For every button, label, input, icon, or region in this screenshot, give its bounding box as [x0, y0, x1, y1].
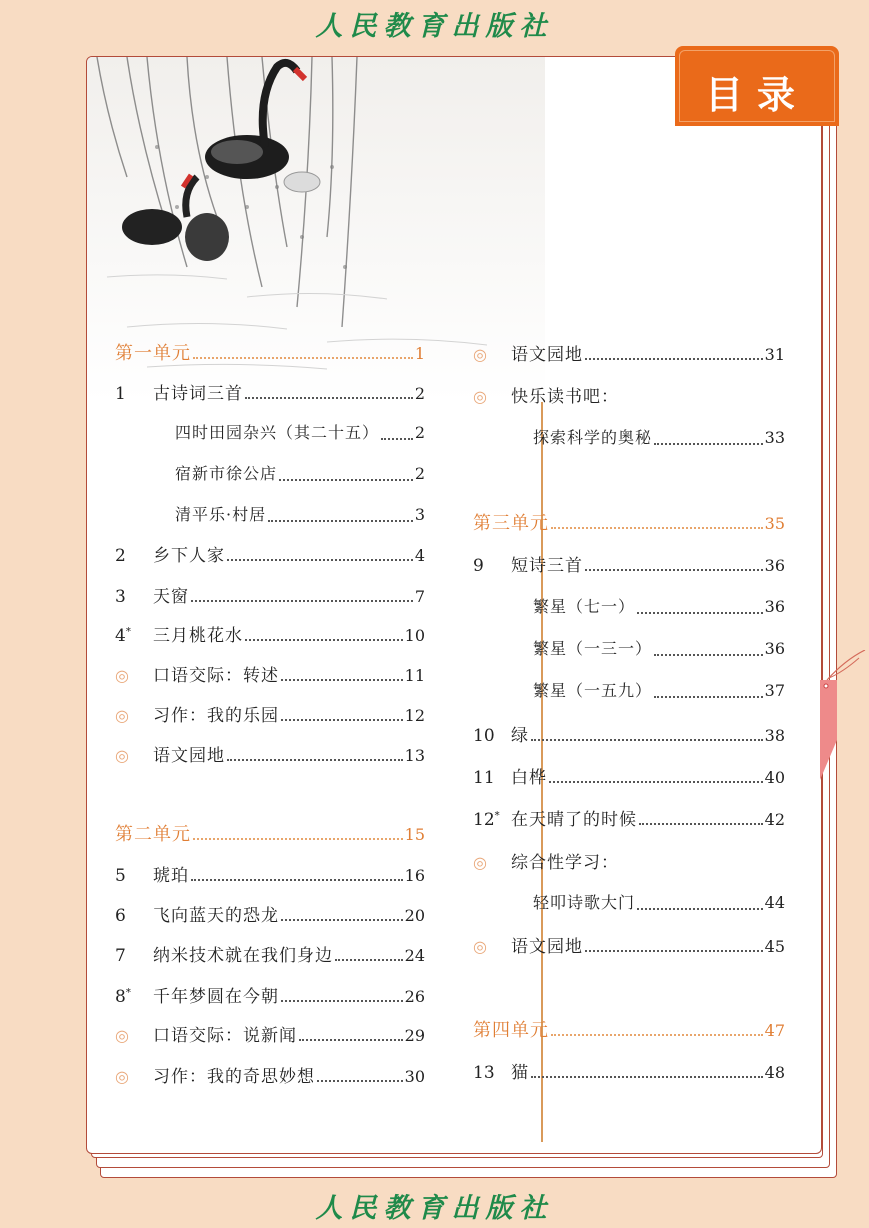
entry-title: 猫 [511, 1063, 529, 1083]
toc-entry[interactable] [115, 741, 425, 771]
lesson-number: 11 [473, 768, 495, 788]
toc-entry[interactable] [115, 379, 425, 409]
entry-title: 综合性学习： [511, 853, 619, 873]
page-number: 10 [404, 626, 425, 645]
dot-leader [585, 569, 763, 571]
bullet-icon: ◎ [115, 1067, 129, 1086]
toc-entry[interactable] [175, 420, 425, 450]
entry-title: 短诗三首 [511, 556, 583, 576]
page-number: 3 [414, 505, 425, 524]
entry-title: 古诗词三首 [153, 384, 243, 404]
dot-leader [549, 781, 763, 783]
entry-title: 琥珀 [153, 866, 189, 886]
entry-title: 快乐读书吧： [511, 387, 619, 407]
toc-entry[interactable] [473, 848, 785, 878]
dot-leader [637, 908, 763, 910]
page-number: 26 [404, 987, 425, 1006]
page-number: 24 [404, 946, 425, 965]
entry-title: 白桦 [511, 768, 547, 788]
page-number: 36 [764, 556, 785, 575]
bookmark-tassel [815, 650, 869, 790]
lesson-number: 10 [473, 726, 495, 746]
entry-title: 繁星（七一） [533, 597, 636, 616]
page-number: 29 [404, 1026, 425, 1045]
entry-title: 语文园地 [511, 937, 583, 957]
toc-entry[interactable] [473, 1058, 785, 1088]
page-number: 37 [764, 681, 785, 700]
entry-title: 探索科学的奥秘 [533, 428, 653, 447]
toc-entry[interactable] [473, 382, 785, 412]
publisher-logo-top: 人民教育出版社 [315, 11, 554, 42]
lesson-number: 9 [473, 556, 484, 576]
lesson-number: 4* [115, 626, 131, 646]
dot-leader [531, 739, 763, 741]
self-study-star: * [494, 810, 500, 822]
lesson-number: 5 [115, 866, 126, 886]
toc-unit-heading[interactable] [473, 509, 785, 539]
self-study-star: * [125, 987, 131, 999]
page-number: 2 [414, 423, 425, 442]
toc-entry[interactable] [115, 941, 425, 971]
lesson-number: 2 [115, 546, 126, 566]
page-number: 30 [404, 1067, 425, 1086]
page-number: 11 [404, 666, 425, 685]
toc-entry[interactable] [533, 678, 785, 708]
dot-leader [191, 879, 403, 881]
page-number: 7 [414, 587, 425, 606]
entry-title: 清平乐·村居 [175, 505, 267, 524]
dot-leader [317, 1080, 403, 1082]
toc-entry[interactable] [115, 982, 425, 1012]
toc-entry[interactable] [473, 551, 785, 581]
toc-unit-heading[interactable] [115, 339, 425, 369]
entry-title: 口语交际：说新闻 [153, 1026, 297, 1046]
unit-title: 第一单元 [115, 343, 191, 364]
page-number: 12 [404, 706, 425, 725]
dot-leader [227, 559, 413, 561]
toc-entry[interactable] [533, 890, 785, 920]
entry-title: 三月桃花水 [153, 626, 243, 646]
entry-title: 繁星（一三一） [533, 639, 653, 658]
dot-leader [585, 358, 763, 360]
page-number: 20 [404, 906, 425, 925]
page-number: 38 [764, 726, 785, 745]
toc-entry[interactable] [533, 425, 785, 455]
toc-entry[interactable] [533, 636, 785, 666]
entry-title: 语文园地 [153, 746, 225, 766]
page-number: 1 [414, 344, 425, 363]
dot-leader [585, 950, 763, 952]
page-number: 44 [764, 893, 785, 912]
toc-unit-heading[interactable] [115, 820, 425, 850]
bullet-icon: ◎ [473, 345, 487, 364]
toc-entry[interactable] [473, 805, 785, 835]
bullet-icon: ◎ [473, 387, 487, 406]
entry-title: 千年梦圆在今朝 [153, 987, 279, 1007]
toc-entry[interactable] [115, 582, 425, 612]
toc-entry[interactable] [473, 721, 785, 751]
bullet-icon: ◎ [115, 706, 129, 725]
lesson-number: 7 [115, 946, 126, 966]
toc-entry[interactable] [115, 621, 425, 651]
dot-leader [639, 823, 763, 825]
dot-leader [281, 919, 403, 921]
entry-title: 繁星（一五九） [533, 681, 653, 700]
toc-entry[interactable] [115, 701, 425, 731]
dot-leader [654, 696, 763, 698]
unit-title: 第二单元 [115, 824, 191, 845]
entry-title: 在天晴了的时候 [511, 810, 637, 830]
entry-title: 天窗 [153, 587, 189, 607]
page-number: 13 [404, 746, 425, 765]
toc-entry[interactable] [115, 1062, 425, 1092]
entry-title: 习作：我的奇思妙想 [153, 1067, 315, 1087]
dot-leader [281, 719, 403, 721]
page-number: 48 [764, 1063, 785, 1082]
page-number: 33 [764, 428, 785, 447]
dot-leader [654, 654, 763, 656]
dot-leader [637, 612, 763, 614]
entry-title: 口语交际：转述 [153, 666, 279, 686]
dot-leader [299, 1039, 403, 1041]
bullet-icon: ◎ [115, 666, 129, 685]
bullet-icon: ◎ [473, 937, 487, 956]
lesson-number: 13 [473, 1063, 495, 1083]
entry-title: 习作：我的乐园 [153, 706, 279, 726]
dot-leader [227, 759, 403, 761]
dot-leader [245, 639, 403, 641]
entry-title: 乡下人家 [153, 546, 225, 566]
toc-entry[interactable] [115, 1021, 425, 1051]
publisher-logo-bottom: 人民教育出版社 [315, 1193, 554, 1224]
toc-entry[interactable] [115, 661, 425, 691]
entry-title: 飞向蓝天的恐龙 [153, 906, 279, 926]
page-number: 4 [414, 546, 425, 565]
dot-leader [281, 679, 403, 681]
toc-entry[interactable] [115, 541, 425, 571]
dot-leader [551, 1034, 763, 1036]
dot-leader [191, 600, 413, 602]
page-number: 42 [764, 810, 785, 829]
toc-unit-heading[interactable] [473, 1016, 785, 1046]
page-number: 2 [414, 464, 425, 483]
toc-entry[interactable] [473, 340, 785, 370]
page-number: 16 [404, 866, 425, 885]
page-number: 35 [764, 514, 785, 533]
page-number: 40 [764, 768, 785, 787]
toc-entry[interactable] [115, 861, 425, 891]
unit-title: 第四单元 [473, 1020, 549, 1041]
toc-entry[interactable] [175, 461, 425, 491]
toc-entry[interactable] [175, 502, 425, 532]
dot-leader [245, 397, 413, 399]
entry-title: 宿新市徐公店 [175, 464, 278, 483]
dot-leader [654, 443, 763, 445]
lesson-number: 12* [473, 810, 500, 830]
unit-title: 第三单元 [473, 513, 549, 534]
self-study-star: * [125, 626, 131, 638]
dot-leader [281, 1000, 403, 1002]
dot-leader [193, 838, 403, 840]
entry-title: 绿 [511, 726, 529, 746]
entry-title: 四时田园杂兴（其二十五） [175, 423, 380, 442]
toc-entry[interactable] [473, 932, 785, 962]
page-number: 45 [764, 937, 785, 956]
page-number: 47 [764, 1021, 785, 1040]
bullet-icon: ◎ [115, 1026, 129, 1045]
dot-leader [268, 520, 413, 522]
page-number: 36 [764, 639, 785, 658]
page-number: 31 [764, 345, 785, 364]
dot-leader [335, 959, 403, 961]
toc-entry[interactable] [115, 901, 425, 931]
bullet-icon: ◎ [473, 853, 487, 872]
title-tab [675, 46, 839, 126]
page-number: 36 [764, 597, 785, 616]
entry-title: 纳米技术就在我们身边 [153, 946, 333, 966]
toc-entry[interactable] [533, 594, 785, 624]
page-number: 2 [414, 384, 425, 403]
dot-leader [551, 527, 763, 529]
page-number: 15 [404, 825, 425, 844]
page-title: 目录 [704, 73, 809, 117]
lesson-number: 3 [115, 587, 126, 607]
bullet-icon: ◎ [115, 746, 129, 765]
dot-leader [531, 1076, 763, 1078]
entry-title: 轻叩诗歌大门 [533, 893, 636, 912]
toc-entry[interactable] [473, 763, 785, 793]
entry-title: 语文园地 [511, 345, 583, 365]
dot-leader [381, 438, 413, 440]
lesson-number: 6 [115, 906, 126, 926]
dot-leader [193, 357, 413, 359]
lesson-number: 1 [115, 384, 126, 404]
lesson-number: 8* [115, 987, 131, 1007]
dot-leader [279, 479, 413, 481]
